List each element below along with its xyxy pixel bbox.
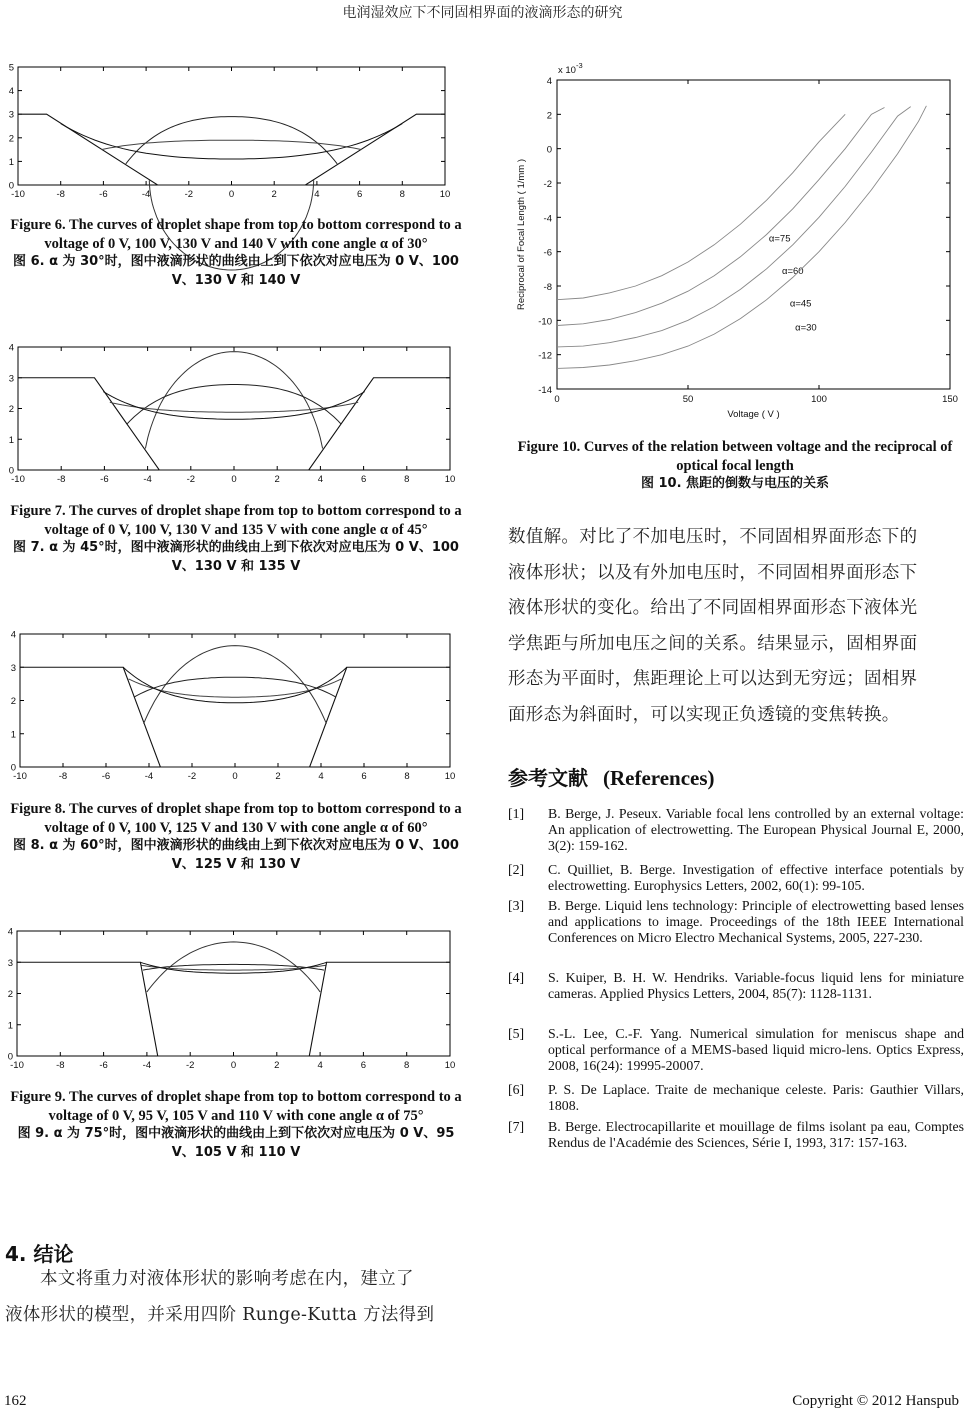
y-tick-label: 4 <box>10 629 16 641</box>
text-line: 液体形状的变化。给出了不同固相界面形态下液体光 <box>508 598 918 618</box>
y-tick-label: -2 <box>543 179 552 190</box>
reference-item <box>508 1119 964 1151</box>
x-tick-label: 150 <box>942 394 958 405</box>
y-tick-label: 0 <box>8 465 14 477</box>
x-tick-label: 6 <box>361 771 367 782</box>
figure-9-caption <box>8 1088 464 1162</box>
x-tick-label: -8 <box>56 474 66 485</box>
y-tick-label: 0 <box>7 1051 13 1063</box>
y-tick-label: -12 <box>538 350 552 362</box>
reference-item <box>508 898 964 947</box>
x-tick-label: 4 <box>314 189 320 200</box>
x-tick-label: 10 <box>439 189 451 200</box>
y-tick-label: -8 <box>543 282 552 293</box>
x-tick-label: 4 <box>318 771 324 782</box>
y-tick-label: 4 <box>546 76 552 87</box>
y-tick-label: 1 <box>8 156 14 168</box>
x-tick-label: 0 <box>230 1060 237 1071</box>
y-tick-label: 3 <box>8 109 14 121</box>
plot-frame <box>18 347 450 470</box>
y-tick-label: -6 <box>543 247 552 259</box>
y-axis-label: Reciprocal of Focal Length ( 1/mm ) <box>516 158 527 311</box>
reference-text: P. S. De Laplace. Traite de mechanique celeste. Paris: Gauthier Villars, 1808. <box>548 1082 964 1114</box>
text-line: 本文将重力对液体形状的影响考虑在内，建立了 <box>40 1269 414 1289</box>
x-tick-label: 2 <box>274 474 280 485</box>
caption-en: Figure 9. The curves of droplet shape from top to bottom correspond to a voltage of 0 V, 95 V, 105 V and 110 V with cone angle α of 75° <box>10 1089 462 1124</box>
reference-text: B. Berge. Liquid lens technology: Principle of electrowetting based lenses and applications to image. Proceedings of the 18th IEEE International Conferences on Micro Electro Mechanical Systems, 2005, 227-230. <box>548 898 964 946</box>
plot-frame <box>20 634 450 767</box>
reference-number: [7] <box>508 1119 525 1134</box>
reference-text: S.-L. Lee, C.-F. Yang. Numerical simulation for meniscus shape and optical performance of a MEMS-based liquid micro-lens. Optics Express, 2008, 16(24): 19995-20007. <box>548 1026 964 1074</box>
conclusion-paragraph-start <box>5 1262 460 1333</box>
y-tick-label: 4 <box>8 342 14 354</box>
x-tick-label: -4 <box>142 1060 152 1071</box>
text-line: 数值解。对比了不加电压时，不同固相界面形态下的 <box>508 527 918 547</box>
x-tick-label: 0 <box>231 474 237 485</box>
y-tick-label: -14 <box>538 385 552 396</box>
x-tick-label: -8 <box>58 771 68 782</box>
x-tick-label: -6 <box>100 474 109 485</box>
x-tick-label: 0 <box>228 189 235 200</box>
plot-frame <box>18 67 445 185</box>
plot-frame <box>17 931 450 1056</box>
x-tick-label: -10 <box>11 474 25 485</box>
x-tick-label: -2 <box>186 474 196 485</box>
x-tick-label: 8 <box>399 189 405 200</box>
caption-en: Figure 8. The curves of droplet shape from top to bottom correspond to a voltage of 0 V, 100 V, 125 V and 130 V with cone angle α of 60° <box>10 801 462 836</box>
figure-10-plot <box>500 55 965 425</box>
x-tick-label: 10 <box>444 771 456 782</box>
reference-item <box>508 970 964 1002</box>
running-head: 电润湿效应下不同固相界面的液滴形态的研究 <box>342 5 623 21</box>
text-line: 液体形状的模型，并采用四阶 Runge-Kutta 方法得到 <box>5 1304 435 1325</box>
reference-number: [2] <box>508 862 525 877</box>
reference-text: S. Kuiper, B. H. W. Hendriks. Variable-focus liquid lens for miniature cameras. Applied Physics Letters, 2004, 85(7): 1128-1131. <box>548 970 964 1002</box>
y-tick-label: 2 <box>7 989 13 1000</box>
y-tick-label: 2 <box>10 696 16 707</box>
x-tick-label: 8 <box>404 474 410 485</box>
y-tick-label: 3 <box>8 373 14 385</box>
x-tick-label: 0 <box>232 771 238 782</box>
x-tick-label: -2 <box>185 1060 195 1071</box>
y-tick-label: 0 <box>8 180 14 192</box>
x-tick-label: 2 <box>275 771 281 782</box>
conclusion-paragraph-continued <box>508 520 965 733</box>
text-line: 面形态为斜面时，可以实现正负透镜的变焦转换。 <box>508 704 900 725</box>
x-tick-label: 100 <box>811 394 827 405</box>
figure-6-caption <box>8 216 464 290</box>
x-tick-label: -10 <box>10 1060 24 1071</box>
reference-item <box>508 1082 964 1114</box>
reference-text: B. Berge, J. Peseux. Variable focal lens controlled by an external voltage: An application of electrowetting. The European Physical Journal E, 2000, 3(2): 159-162. <box>548 806 964 854</box>
caption-zh: 图 7. α 为 45°时，图中液滴形状的曲线由上到下依次对应电压为 0 V、100 V、130 V 和 135 V <box>13 540 459 574</box>
figure-7-plot <box>0 340 470 490</box>
y-tick-label: 5 <box>8 62 14 74</box>
reference-number: [5] <box>508 1026 525 1041</box>
reference-item <box>508 1026 964 1075</box>
reference-number: [6] <box>508 1082 525 1097</box>
y-tick-label: 0 <box>10 762 16 774</box>
x-tick-label: -6 <box>101 771 111 782</box>
x-tick-label: 2 <box>274 1060 280 1071</box>
caption-zh: 图 8. α 为 60°时，图中液滴形状的曲线由上到下依次对应电压为 0 V、100 V、125 V 和 130 V <box>13 838 459 872</box>
caption-zh: 图 6. α 为 30°时，图中液滴形状的曲线由上到下依次对应电压为 0 V、100 V、130 V 和 140 V <box>13 254 459 288</box>
caption-en: Figure 7. The curves of droplet shape from top to bottom correspond to a voltage of 0 V, 100 V, 130 V and 135 V with cone angle α of 45° <box>10 503 462 538</box>
x-tick-label: -4 <box>141 189 151 200</box>
y-tick-label: 2 <box>546 110 552 122</box>
y-tick-label: 3 <box>10 662 16 674</box>
x-tick-label: 10 <box>444 1060 456 1071</box>
figure-8-caption <box>8 800 464 874</box>
y-tick-label: 2 <box>8 404 14 415</box>
x-axis-label: Voltage ( V ) <box>727 409 780 420</box>
y-tick-label: 2 <box>8 133 14 145</box>
x-tick-label: -4 <box>144 771 154 782</box>
y-tick-label: -4 <box>543 213 552 225</box>
plot-frame <box>557 80 950 389</box>
x-tick-label: -2 <box>187 771 197 782</box>
y-tick-label: 4 <box>8 86 14 98</box>
curve-annotation: α=75 <box>768 233 791 245</box>
x-tick-label: -10 <box>11 189 25 200</box>
x-tick-label: 2 <box>271 189 277 200</box>
y-multiplier-exponent: -3 <box>575 61 583 70</box>
x-tick-label: 0 <box>554 394 560 405</box>
references-heading-zh: 参考文献 <box>508 766 588 790</box>
x-tick-label: -6 <box>99 189 108 200</box>
references-heading-en: (References) <box>602 766 715 790</box>
y-tick-label: 0 <box>546 144 552 156</box>
y-tick-label: 3 <box>7 957 13 969</box>
x-tick-label: 4 <box>317 474 324 485</box>
reference-item <box>508 806 964 855</box>
text-line: 学焦距与所加电压之间的关系。结果显示，固相界面 <box>508 633 918 654</box>
caption-en: Figure 10. Curves of the relation between voltage and the reciprocal of optical focal length <box>517 439 953 474</box>
y-tick-label: 1 <box>7 1020 13 1032</box>
x-tick-label: 10 <box>444 474 456 485</box>
x-tick-label: -6 <box>99 1060 108 1071</box>
x-tick-label: 6 <box>360 474 367 485</box>
x-tick-label: -10 <box>13 771 27 782</box>
reference-text: B. Berge. Electrocapillarite et mouillage de films isolant pa eau, Comptes Rendus de l'Académie des Sciences, Série I, 1993, 317: 157-163. <box>548 1119 964 1151</box>
curve-annotation: α=30 <box>795 322 817 334</box>
y-tick-label: -10 <box>538 316 552 328</box>
caption-zh: 图 9. α 为 75°时，图中液滴形状的曲线由上到下依次对应电压为 0 V、95 V、105 V 和 110 V <box>17 1126 455 1160</box>
figure-7-caption <box>8 502 464 576</box>
y-tick-label: 4 <box>7 926 13 938</box>
y-tick-label: 1 <box>8 434 14 446</box>
page-number: 162 <box>4 1393 27 1409</box>
x-tick-label: 8 <box>404 771 410 782</box>
x-tick-label: 4 <box>317 1060 323 1071</box>
copyright: Copyright © 2012 Hanspub <box>792 1393 959 1409</box>
x-tick-label: -8 <box>56 1060 65 1071</box>
caption-zh: 图 10. 焦距的倒数与电压的关系 <box>640 476 830 491</box>
reference-item <box>508 862 964 894</box>
y-tick-label: 1 <box>10 729 16 741</box>
section-heading-conclusion: 4. 结论 <box>5 1242 74 1266</box>
text-line: 液体形状；以及有外加电压时，不同固相界面形态下 <box>508 562 918 583</box>
figure-10-caption <box>505 438 965 494</box>
reference-number: [4] <box>508 970 525 985</box>
x-tick-label: -4 <box>143 474 152 485</box>
caption-en: Figure 6. The curves of droplet shape from top to bottom correspond to a voltage of 0 V, 100 V, 130 V and 140 V with cone angle α of 30° <box>10 217 462 252</box>
reference-text: C. Quilliet, B. Berge. Investigation of effective interface potentials by electrowetting. Europhysics Letters, 2002, 60(1): 99-105. <box>548 862 964 894</box>
x-tick-label: 8 <box>404 1060 410 1071</box>
curve-annotation: α=45 <box>789 298 812 310</box>
y-multiplier-label: x $10^{-3}$ <box>558 61 583 76</box>
text-line: 形态为平面时，焦距理论上可以达到无穷远；固相界 <box>508 669 918 689</box>
x-tick-label: 6 <box>360 1060 367 1071</box>
x-tick-label: 6 <box>356 189 363 200</box>
x-tick-label: 50 <box>682 394 694 405</box>
x-tick-label: -2 <box>184 189 194 200</box>
references-heading <box>508 762 715 791</box>
curve-annotation: α=60 <box>781 265 804 277</box>
figure-9-plot <box>0 922 470 1077</box>
x-tick-label: -8 <box>56 189 65 200</box>
figure-6-plot <box>0 55 470 205</box>
figure-8-plot <box>0 625 470 785</box>
reference-number: [3] <box>508 898 525 913</box>
reference-number: [1] <box>508 806 525 821</box>
